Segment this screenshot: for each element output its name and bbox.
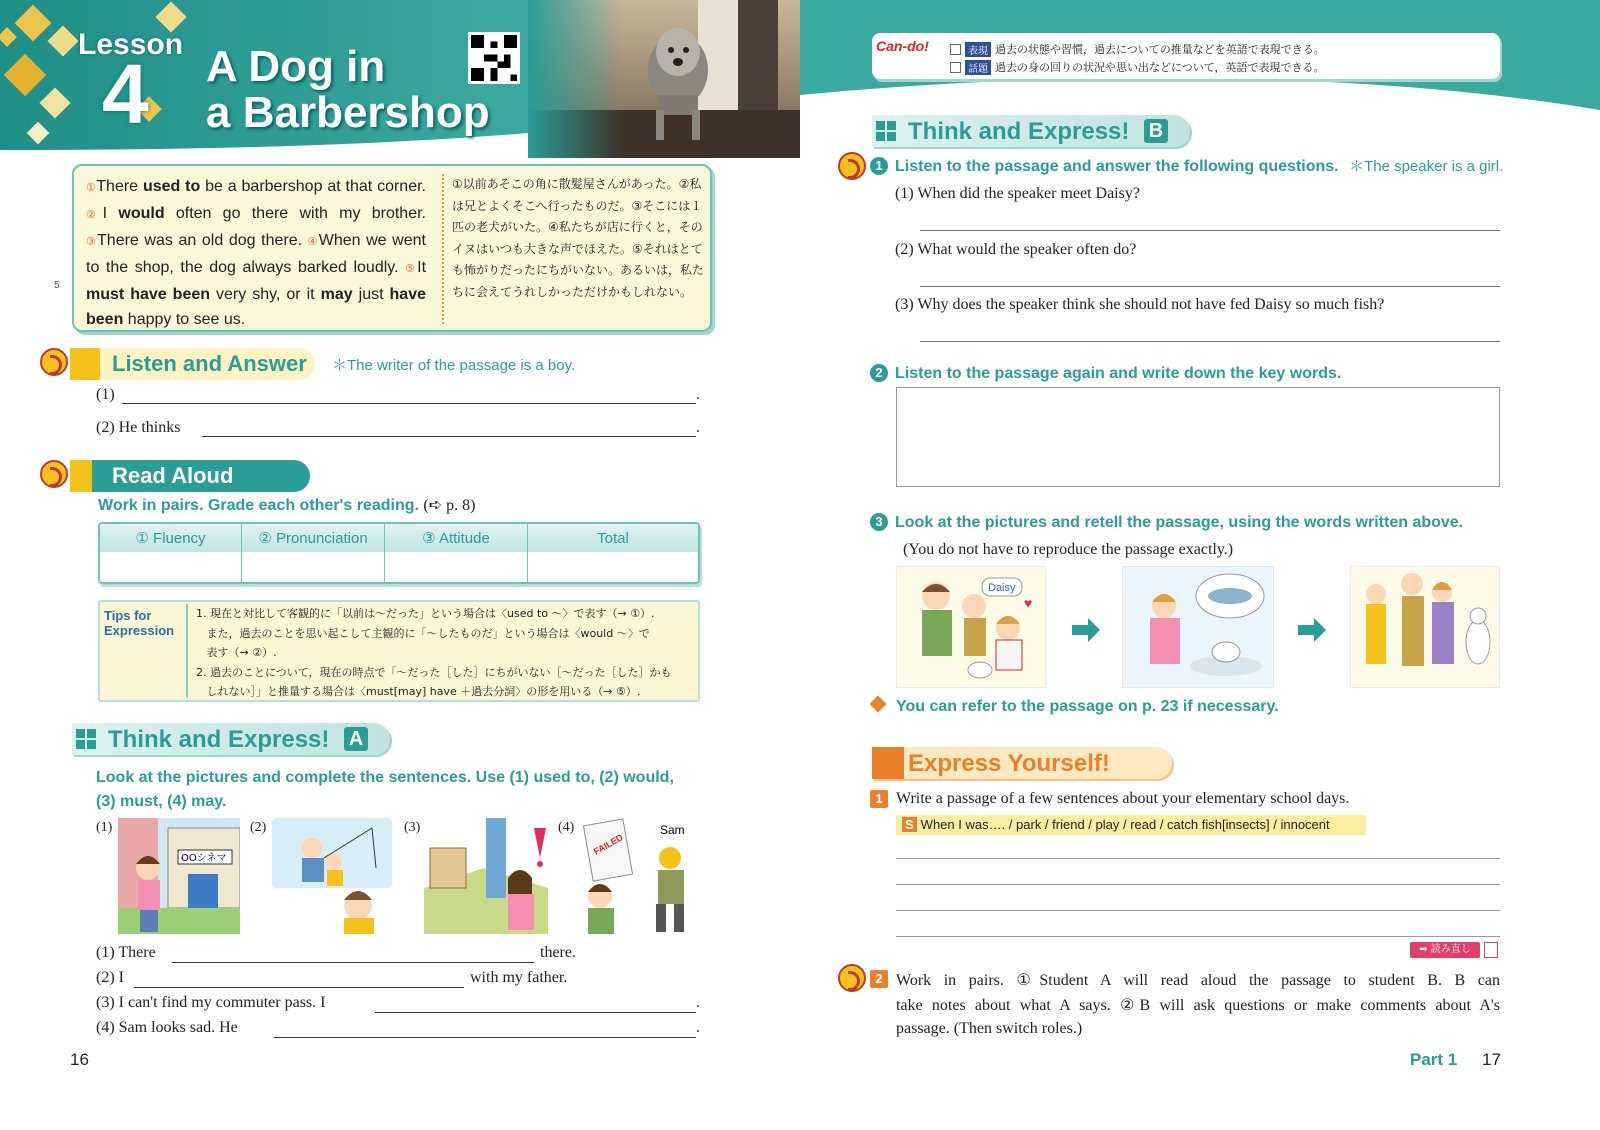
express-q2-line1: Work in pairs. ①Student A will read aloud the passage to student B. B can (896, 972, 1500, 989)
writing-line[interactable] (896, 936, 1500, 937)
arrow-right-icon (1072, 618, 1100, 642)
step-3-badge: 3 (870, 513, 888, 531)
pic-label-3: (3) (404, 820, 421, 835)
grading-input-row (100, 552, 698, 582)
read-aloud-instruction (98, 494, 475, 518)
passage-text: happy to see us. (123, 311, 246, 328)
think-a-instruction (96, 766, 674, 814)
question-3-answer-line[interactable] (920, 341, 1500, 342)
picture-meeting-daisy (896, 566, 1046, 688)
step-3-subnote: (You do not have to reproduce the passage exactly.) (903, 541, 1234, 558)
hint-text: When I was…. / park / friend / play / read / catch fish[insects] / innocent (920, 817, 1330, 832)
grid-icon (76, 729, 96, 749)
question-1: (1) When did the speaker meet Daisy? (895, 185, 1140, 202)
passage-box (72, 164, 712, 332)
target-expression: have been (86, 286, 426, 328)
sentence-number: ② (86, 209, 103, 221)
writing-line[interactable] (896, 910, 1500, 911)
passage-english (86, 174, 426, 332)
tips-line: 1. 現在と対比して客観的に「以前は〜だった」という場合は〈used to 〜〉で表す（→ ①）. (196, 607, 655, 620)
listen-header (70, 348, 315, 380)
sentence-number: ① (86, 182, 97, 194)
fluency-score-cell[interactable] (100, 552, 242, 582)
sentence-2-start: (2) I (96, 969, 124, 986)
attitude-score-cell[interactable] (385, 552, 528, 582)
tips-body (186, 604, 696, 698)
cando-checkbox-1[interactable] (950, 44, 961, 55)
cinema-sign: OOシネマ (181, 853, 227, 864)
step-2-instruction: Listen to the passage again and write down the key words. (895, 365, 1342, 382)
hint-bar (896, 815, 1366, 835)
page-ref: (➪ p. 8) (423, 497, 476, 514)
sentence-1-start: (1) There (96, 944, 156, 961)
passage-text: be a barbershop at that corner. (200, 178, 426, 195)
lesson-number: 4 (102, 47, 149, 141)
grading-header-row (100, 524, 698, 552)
speaking-icon (40, 460, 68, 488)
picture-girl-cinema (118, 818, 240, 934)
sam-label: Sam (660, 823, 685, 837)
passage-text: often go there with my brother. (164, 205, 426, 222)
picture-feeding-fish (1122, 566, 1274, 688)
think-express-b-title: Think and Express! (908, 118, 1130, 145)
express-yourself-title: Express Yourself! (908, 750, 1110, 777)
lesson-title-line1: A Dog in (206, 42, 386, 91)
target-expression: used to (142, 178, 201, 195)
writing-line[interactable] (896, 858, 1500, 859)
page-number-right: 17 (1482, 1050, 1501, 1069)
picture-fishing-memory (272, 818, 392, 934)
passage-text: There (96, 178, 143, 195)
listen-note: ＊The writer of the passage is a boy. (332, 357, 576, 374)
cando-text-2: 過去の身の回りの状況や思い出などについて，英語で表現できる。 (995, 61, 1325, 74)
passage-text: I (102, 205, 119, 222)
daisy-label: Daisy (988, 582, 1016, 594)
think-express-a-title: Think and Express! (108, 726, 330, 753)
reread-button[interactable]: ➡ 読み直し (1410, 942, 1480, 958)
sentence-number: ④ (307, 236, 319, 248)
cando-tag: Can-do! (876, 38, 929, 54)
express-q2-badge: 2 (870, 970, 888, 988)
sentence-2-end: with my father. (470, 969, 568, 986)
listen-q1-label: (1) (96, 386, 115, 403)
period: . (696, 994, 700, 1011)
line-number: 5 (54, 280, 60, 291)
read-aloud-instruction-text: Work in pairs. Grade each other's reading. (98, 497, 419, 514)
sentence-4-answer-line[interactable] (274, 1037, 696, 1038)
question-3: (3) Why does the speaker think she should not have fed Daisy so much fish? (895, 296, 1385, 313)
express-yourself-header (872, 747, 1172, 779)
passage-text: There was an old dog there. (97, 232, 303, 249)
step-1-instruction (895, 155, 1503, 179)
question-2-answer-line[interactable] (920, 286, 1500, 287)
attitude-header: ③ Attitude (385, 524, 528, 552)
total-score-cell[interactable] (528, 552, 698, 582)
tips-label-line1: Tips for (104, 608, 152, 623)
pronunciation-header: ② Pronunciation (242, 524, 385, 552)
passage-text: It (417, 259, 427, 276)
cando-text-1: 過去の状態や習慣，過去についての推量などを英語で表現できる。 (995, 43, 1325, 56)
ear-icon (40, 348, 68, 376)
pic-label-2: (2) (250, 820, 267, 835)
sentence-3-start: (3) I can't find my commuter pass. I (96, 994, 326, 1011)
lesson-title-line2: a Barbershop (206, 88, 490, 137)
think-express-b-header (872, 115, 1190, 147)
pic-label-4: (4) (558, 820, 575, 835)
tips-line: しれない］」と推量する場合は〈must[may] have ＋過去分詞〉の形を用いる（→ ⑤）. (196, 685, 641, 698)
express-q2-line2: take notes about what A says. ②B will ask questions or make comments about A's (896, 997, 1500, 1014)
think-a-instruction-line1: Look at the pictures and complete the sentences. Use (1) used to, (2) would, (96, 769, 674, 786)
picture-grown-up-daisy (1350, 566, 1500, 688)
step-1-text: Listen to the passage and answer the following questions. (895, 158, 1339, 175)
cando-item-1 (950, 41, 1325, 57)
question-1-answer-line[interactable] (920, 230, 1500, 231)
target-expression: may (320, 286, 353, 303)
think-express-a-header (72, 723, 390, 755)
cando-kind-1: 表現 (965, 42, 991, 57)
sentence-3-answer-line[interactable] (375, 1012, 696, 1013)
step-1-badge: 1 (870, 157, 888, 175)
step-3-instruction: Look at the pictures and retell the passage, using the words written above. (895, 514, 1464, 531)
listen-q2-label: (2) He thinks (96, 419, 181, 436)
tips-line: 表す（→ ②）. (196, 646, 277, 659)
pic-label-1: (1) (96, 820, 113, 835)
section-letter-a: A (344, 727, 368, 751)
section-letter-b: B (1144, 119, 1168, 143)
key-words-box[interactable] (896, 387, 1500, 487)
step-1-note: ＊The speaker is a girl. (1349, 158, 1504, 175)
sentence-number: ⑤ (405, 263, 418, 275)
read-aloud-title: Read Aloud (112, 463, 234, 488)
passage-text: When we went to the shop, the dog always barked loudly. (86, 232, 426, 276)
dog-barbershop-photo (528, 0, 800, 158)
passage-japanese: ①以前あそこの角に散髪屋さんがあった。②私は兄とよくそこへ行ったものだ。③そこには１匹の老犬がいた。④私たちが店に行くと，そのイヌはいつも大きな声でほえた。⑤それはとても怖がりだったにちがいない。あるいは，私たちに会えてうれしかっただけかもしれない。 (442, 174, 704, 324)
passage-text: very shy, or it (210, 286, 321, 303)
target-expression: must have been (86, 286, 211, 303)
step-2-badge: 2 (870, 364, 888, 382)
tips-line: また，過去のことを思い起こして主観的に「〜したものだ」という場合は〈would 〜〉で (196, 626, 650, 640)
listen-title: Listen and Answer (112, 351, 307, 376)
period: . (696, 419, 700, 436)
cando-item-2 (950, 59, 1325, 75)
part-label: Part 1 (1410, 1050, 1458, 1069)
read-aloud-header (70, 460, 310, 492)
target-expression: would (118, 205, 165, 222)
fluency-header: ① Fluency (100, 524, 242, 552)
grading-table (98, 522, 700, 584)
think-a-instruction-line2: (3) must, (4) may. (96, 793, 227, 810)
svg-text:♥: ♥ (1024, 595, 1033, 611)
cando-checkbox-2[interactable] (950, 62, 961, 73)
sentence-1-end: there. (540, 944, 576, 961)
period: . (696, 386, 700, 403)
qr-code-icon[interactable] (468, 32, 520, 84)
cando-kind-2: 話題 (965, 60, 991, 75)
sentence-1-answer-line[interactable] (172, 962, 534, 963)
question-2: (2) What would the speaker often do? (895, 241, 1137, 258)
lesson-label: Lesson (78, 28, 184, 61)
refer-note: You can refer to the passage on p. 23 if necessary. (896, 698, 1279, 715)
picture-lost-pass (424, 818, 548, 934)
total-header: Total (597, 529, 629, 547)
picture-sam-sad (578, 818, 700, 934)
sentence-4-start: (4) Sam looks sad. He (96, 1019, 238, 1036)
grid-icon (876, 121, 896, 141)
page-number-left: 16 (70, 1050, 89, 1069)
tips-label-line2: Expression (104, 623, 175, 638)
tips-line: 2. 過去のことについて，現在の時点で「〜だった［した］にちがいない［〜だった［した］かも (196, 665, 672, 679)
listen-q1-answer-line[interactable] (122, 403, 696, 404)
period: . (696, 1019, 700, 1036)
failed-stamp: FAILED (591, 832, 625, 857)
arrow-right-icon (1298, 618, 1326, 642)
pronunciation-score-cell[interactable] (242, 552, 385, 582)
passage-text: just (352, 286, 390, 303)
tips-box (98, 600, 700, 702)
listen-q2-answer-line[interactable] (202, 436, 696, 437)
express-q1: Write a passage of a few sentences about your elementary school days. (896, 790, 1350, 807)
ear-icon (838, 152, 866, 180)
express-q2-line3: passage. (Then switch roles.) (896, 1020, 1083, 1037)
hint-tag: S (902, 817, 917, 832)
writing-line[interactable] (896, 884, 1500, 885)
express-q1-badge: 1 (870, 790, 888, 808)
tips-label (104, 608, 184, 638)
sentence-number: ③ (86, 236, 98, 248)
sentence-2-answer-line[interactable] (134, 987, 464, 988)
reread-checkbox[interactable] (1484, 942, 1498, 958)
pair-work-icon (838, 964, 866, 992)
cando-box (872, 33, 1500, 79)
